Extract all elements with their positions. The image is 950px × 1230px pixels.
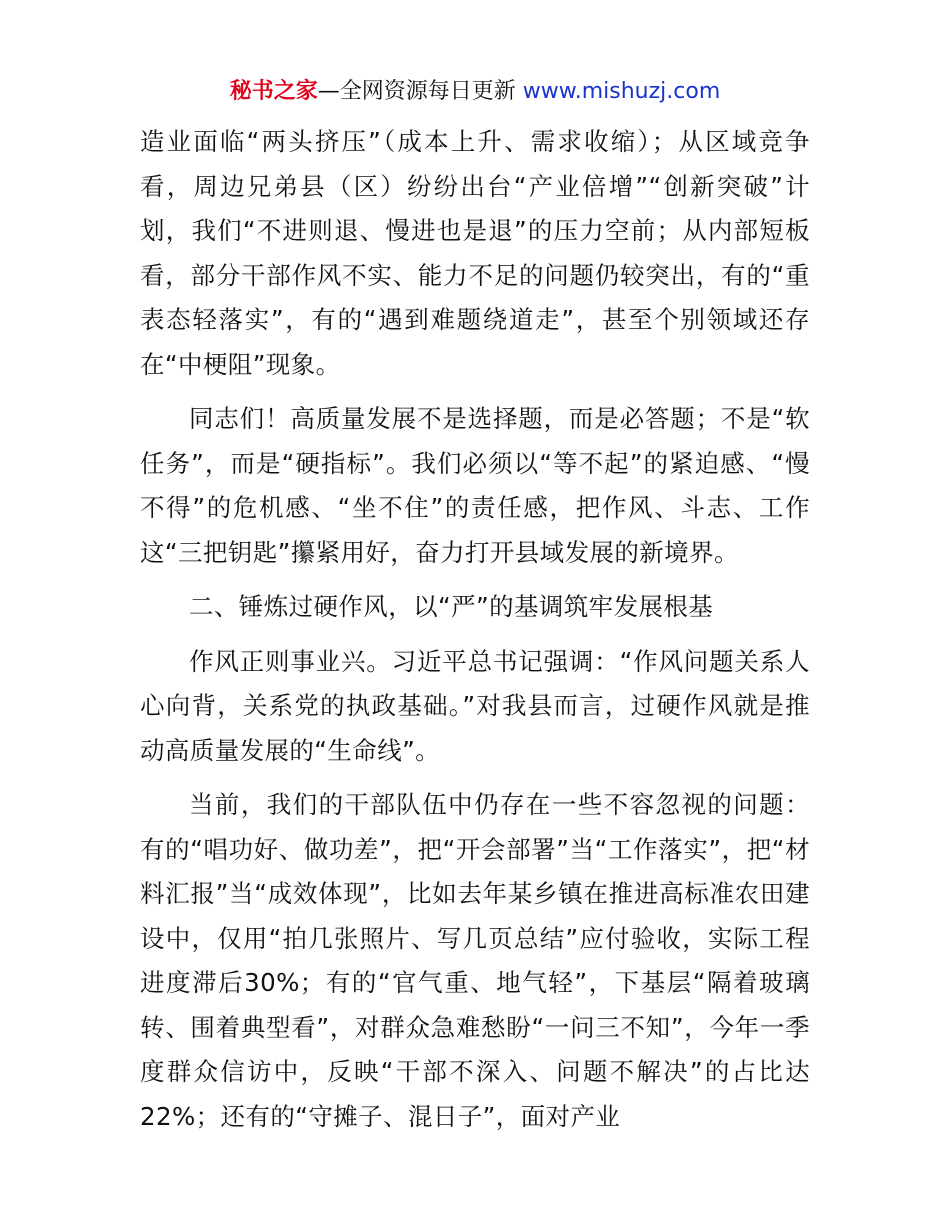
header-tagline: —全网资源每日更新 [317, 79, 516, 104]
paragraph-continued: 造业面临“两头挤压”（成本上升、需求收缩）；从区域竞争看，周边兄弟县（区）纷纷出台“产业倍增”“创新突破”计划，我们“不进则退、慢进也是退”的压力空前；从内部短板看，部分干部作风不实、能力不足的问题仍较突出，有的“重表态轻落实”，有的“遇到难题绕道走”，甚至个别领域还存在“中梗阻”现象。 [140, 127, 810, 379]
section-heading: 二、锤炼过硬作风，以“严”的基调筑牢发展根基 [189, 592, 714, 621]
paragraph: 当前，我们的干部队伍中仍存在一些不容忽视的问题：有的“唱功好、做功差”，把“开会部署”当“工作落实”，把“材料汇报”当“成效体现”，比如去年某乡镇在推进高标准农田建设中，仅用“拍几张照片、写几页总结”应付验收，实际工程进度滞后30%；有的“官气重、地气轻”，下基层“隔着玻璃转、围着典型看”，对群众急难愁盼“一问三不知”，今年一季度群众信访中，反映“干部不深入、问题不解决”的占比达22%；还有的“守摊子、混日子”，面对产业 [140, 790, 810, 1131]
site-url[interactable]: www.mishuzj.com [522, 79, 721, 104]
paragraph: 作风正则事业兴。习近平总书记强调：“作风问题关系人心向背，关系党的执政基础。”对我县而言，过硬作风就是推动高质量发展的“生命线”。 [140, 646, 810, 765]
paragraph: 同志们！高质量发展不是选择题，而是必答题；不是“软任务”，而是“硬指标”。我们必须以“等不起”的紧迫感、“慢不得”的危机感、“坐不住”的责任感，把作风、斗志、工作这“三把钥匙”攥紧用好，奋力打开县域发展的新境界。 [140, 404, 810, 567]
document-body [140, 120, 810, 1149]
page-header [0, 76, 950, 108]
brand-name: 秘书之家 [229, 79, 318, 104]
